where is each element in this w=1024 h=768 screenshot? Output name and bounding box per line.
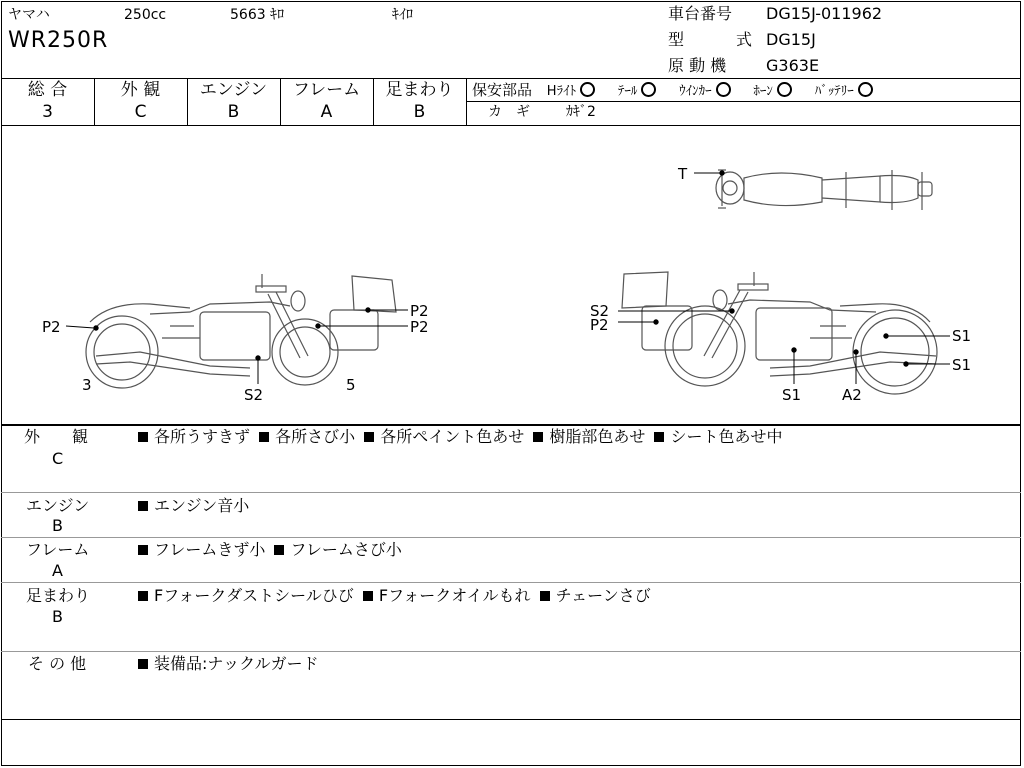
- bullet-square-icon: [259, 432, 269, 442]
- displacement: 250cc: [124, 7, 167, 23]
- bullet-square-icon: [533, 432, 543, 442]
- divider: [1, 78, 1021, 79]
- mileage: [230, 8, 284, 22]
- grade-suspension-value: B: [413, 102, 426, 122]
- divider: [466, 78, 467, 125]
- grade-frame-label: フレーム: [292, 80, 361, 100]
- bullet-square-icon: [364, 432, 374, 442]
- grade-exterior-value: C: [134, 102, 147, 122]
- type-label-2: 式: [736, 30, 753, 49]
- ok-circle-icon: [641, 82, 656, 97]
- safety-item-tail: ﾃｰﾙ: [617, 84, 638, 99]
- remark-items-engine: エンジン音小: [134, 498, 249, 514]
- model-name: WR250R: [8, 28, 109, 53]
- divider: [467, 101, 1021, 102]
- grade-engine-label: エンジン: [199, 80, 268, 100]
- remark-grade-engine: B: [52, 516, 63, 535]
- bullet-square-icon: [540, 591, 550, 601]
- remark-grade-suspension: B: [52, 607, 63, 626]
- diagram-label: P2: [590, 316, 609, 334]
- bike-top-view: [716, 170, 932, 210]
- remark-category-engine: エンジン: [26, 496, 90, 515]
- grade-engine-value: B: [227, 102, 240, 122]
- diagram-label: S1: [952, 327, 972, 345]
- key-label: カ ギ: [488, 104, 530, 120]
- remark-items-suspension: Fフォークダストシールひび Fフォークオイルもれ チェーンさび: [134, 588, 651, 604]
- frame-no-label: 車台番号: [668, 4, 733, 23]
- mileage-value: 5663: [230, 7, 266, 23]
- divider: [1, 492, 1021, 493]
- safety-item-headlight: Hﾗｲﾄ: [546, 84, 577, 99]
- type-label-1: 型: [668, 30, 685, 49]
- diagram-label: 3: [82, 376, 92, 394]
- engine-label: 原 動 機: [668, 56, 727, 75]
- diagram-label: P2: [410, 302, 429, 320]
- remark-items-frame: フレームきず小 フレームさび小: [134, 542, 402, 558]
- diagram-label: S1: [782, 386, 802, 404]
- bullet-square-icon: [138, 545, 148, 555]
- bike-left-view: [86, 274, 396, 388]
- bike-right-view: [622, 272, 937, 394]
- diagram-label: 5: [346, 376, 356, 394]
- divider: [1, 651, 1021, 652]
- key-value: ｶｷﾞ2: [566, 104, 596, 120]
- ok-circle-icon: [716, 82, 731, 97]
- remark-category-other: そ の 他: [28, 654, 87, 673]
- mileage-unit-2: ｷｲﾛ: [392, 7, 413, 23]
- bullet-square-icon: [138, 432, 148, 442]
- type-value: DG15J: [766, 30, 816, 49]
- grade-overall-value: 3: [42, 102, 53, 122]
- damage-diagram: [0, 126, 1024, 424]
- divider: [1, 537, 1021, 538]
- diagram-label: S1: [952, 356, 972, 374]
- safety-item-horn: ﾎｰﾝ: [753, 84, 773, 99]
- remark-items-other: 装備品:ナックルガード: [134, 656, 319, 672]
- diagram-label: P2: [42, 318, 61, 336]
- safety-parts-label: 保安部品: [472, 81, 533, 99]
- remark-grade-frame: A: [52, 561, 63, 580]
- divider: [1, 424, 1021, 426]
- safety-parts-row: [472, 82, 873, 98]
- remark-items-exterior: 各所うすきず 各所さび小 各所ペイント色あせ 樹脂部色あせ シート色あせ中: [134, 429, 782, 445]
- diagram-label: T: [678, 165, 688, 183]
- grade-suspension-label: 足まわり: [385, 80, 454, 100]
- bullet-square-icon: [138, 501, 148, 511]
- diagram-label: S2: [590, 302, 610, 320]
- divider: [1, 719, 1021, 720]
- safety-item-battery: ﾊﾞｯﾃﾘｰ: [814, 84, 854, 99]
- maker: ヤマハ: [8, 7, 50, 23]
- bullet-square-icon: [363, 591, 373, 601]
- remark-grade-exterior: C: [52, 449, 64, 468]
- frame-no: DG15J-011962: [766, 4, 883, 23]
- ok-circle-icon: [580, 82, 595, 97]
- grade-overall-label: 総 合: [27, 80, 68, 100]
- grade-frame-value: A: [320, 102, 333, 122]
- engine-value: G363E: [766, 56, 820, 75]
- ok-circle-icon: [858, 82, 873, 97]
- safety-item-winker: ｳｲﾝｶｰ: [679, 84, 712, 99]
- remark-category-frame: フレーム: [26, 540, 90, 559]
- mileage-unit: ｷﾛ: [270, 7, 285, 23]
- remark-category-exterior: 外 観: [24, 427, 89, 446]
- remark-category-suspension: 足まわり: [26, 586, 91, 605]
- bullet-square-icon: [138, 591, 148, 601]
- bullet-square-icon: [138, 659, 148, 669]
- diagram-label: S2: [244, 386, 264, 404]
- diagram-label: P2: [410, 318, 429, 336]
- bullet-square-icon: [274, 545, 284, 555]
- grade-exterior-label: 外 観: [120, 80, 161, 100]
- divider: [1, 582, 1021, 583]
- diagram-label: A2: [842, 386, 862, 404]
- bullet-square-icon: [654, 432, 664, 442]
- ok-circle-icon: [777, 82, 792, 97]
